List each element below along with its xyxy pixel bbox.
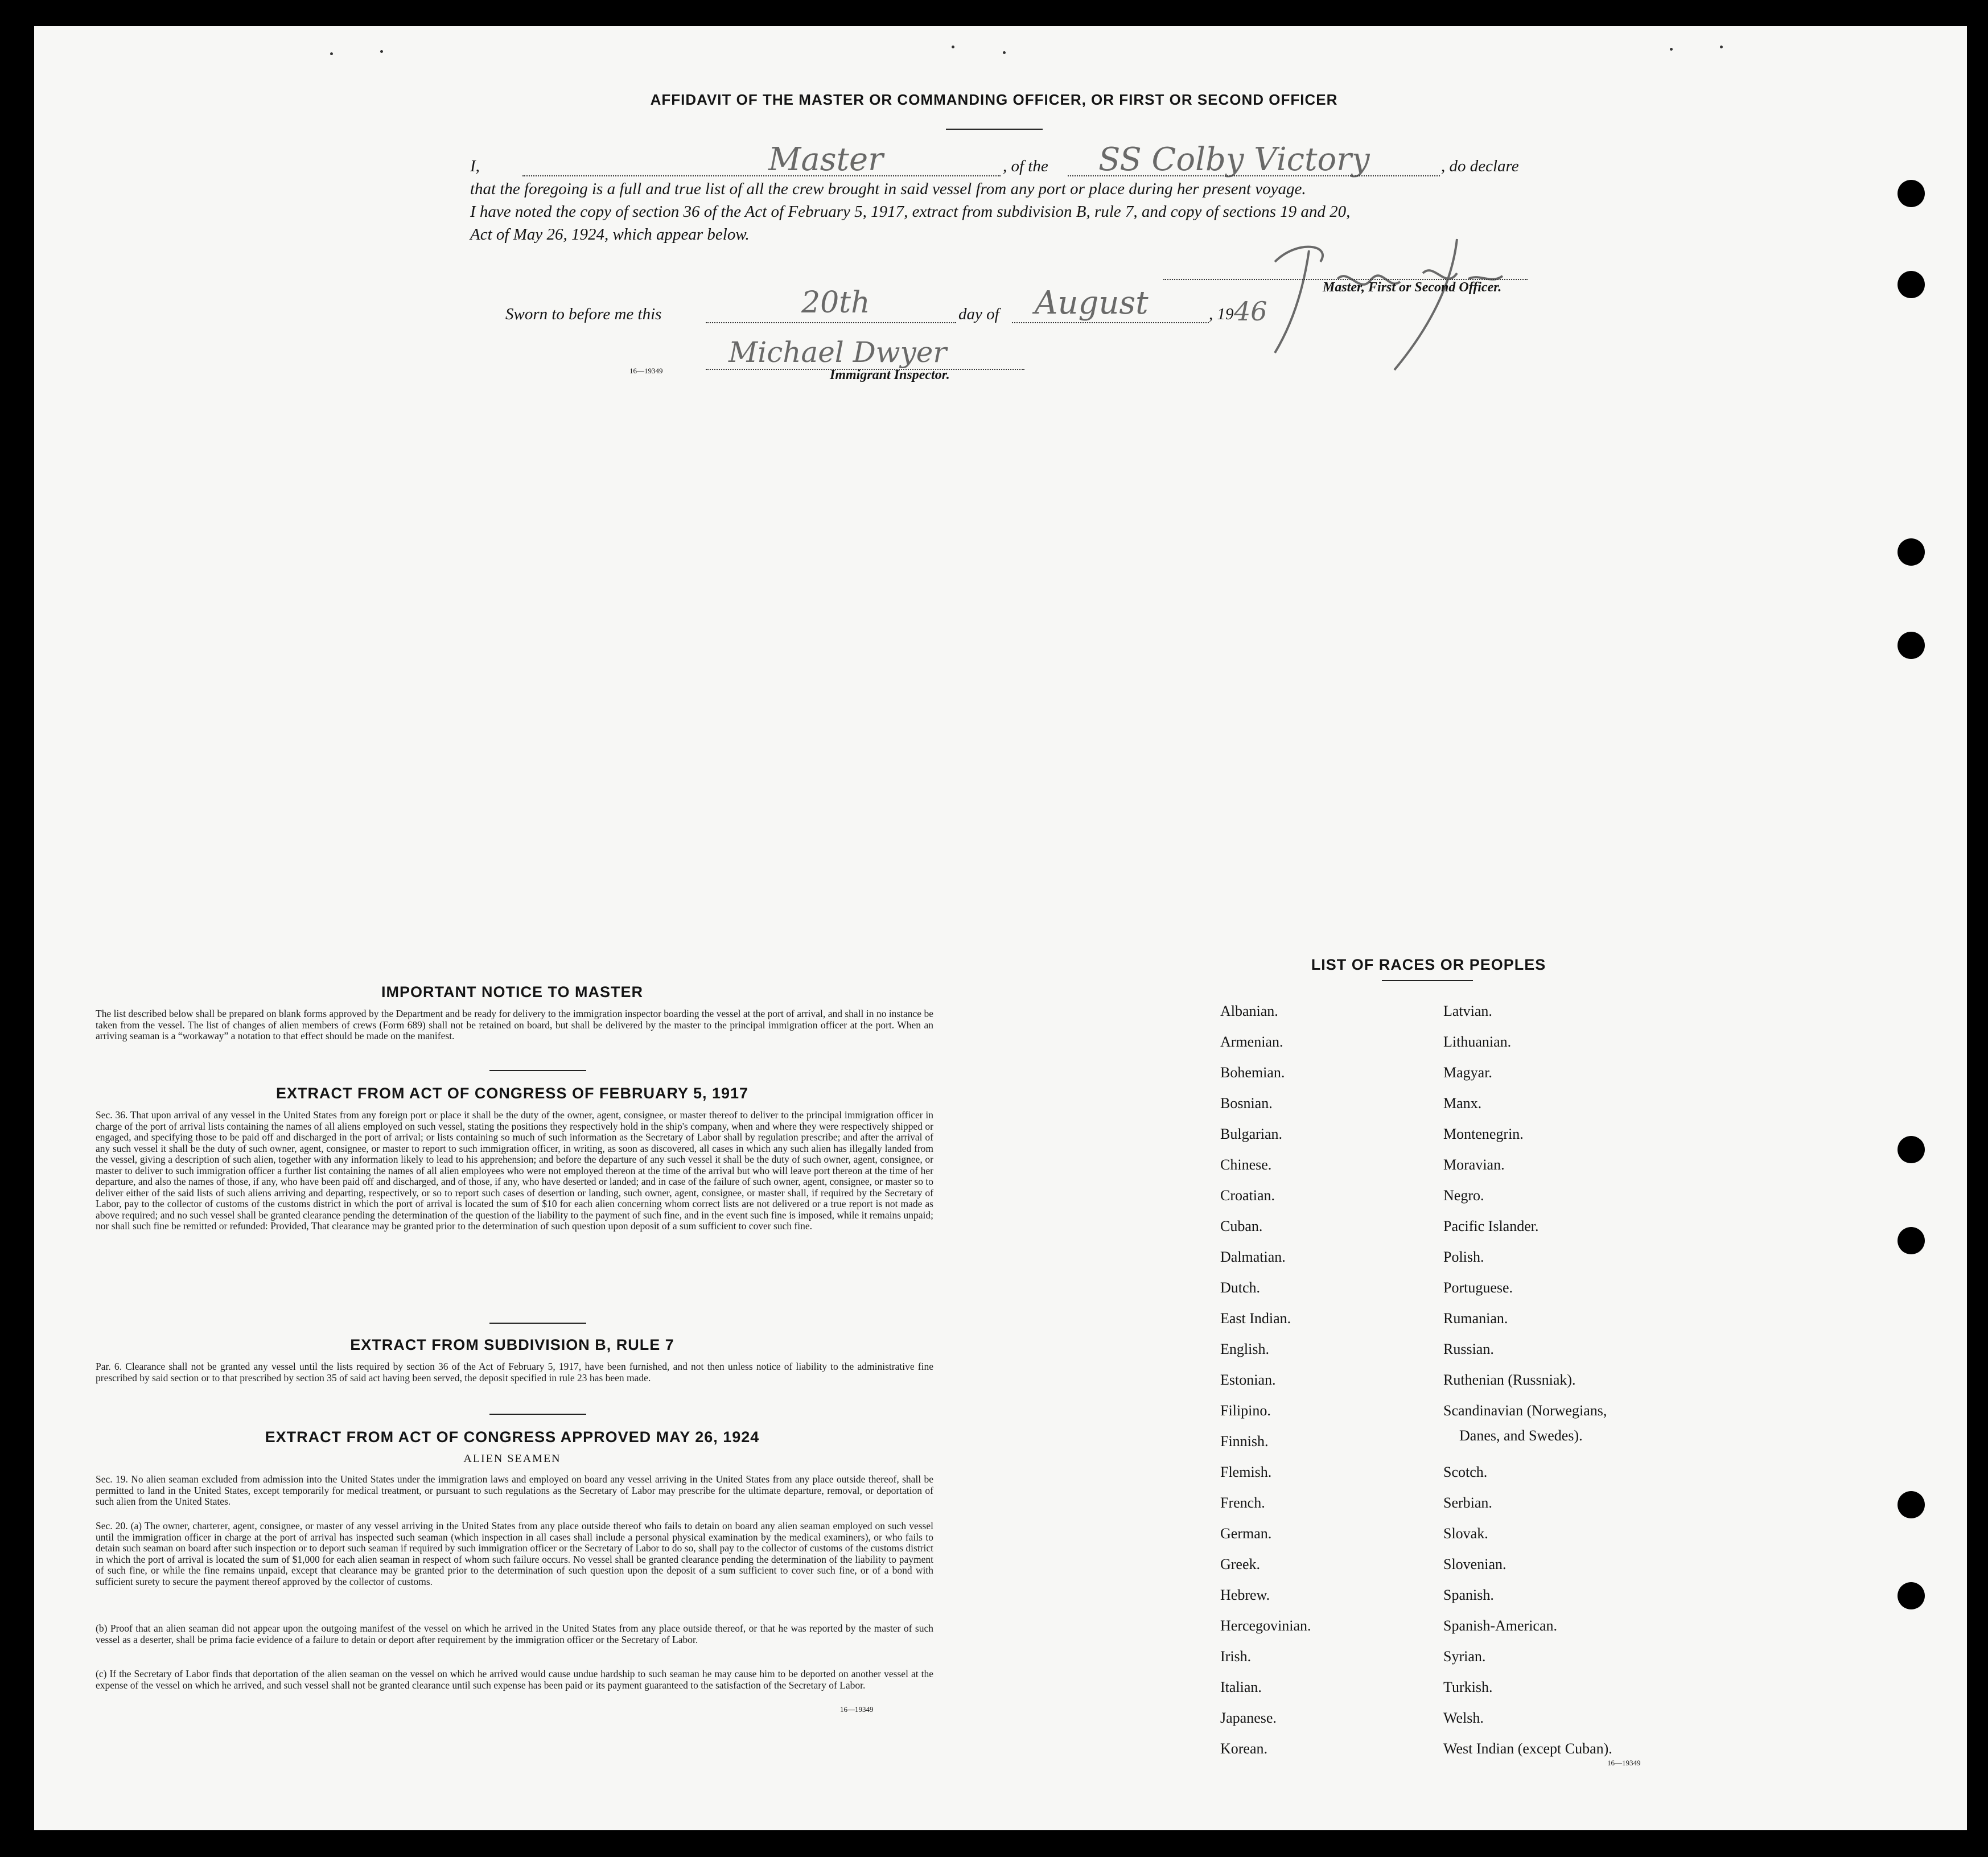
scan-speck [1003, 51, 1006, 54]
race-item: Japanese. [1220, 1710, 1277, 1726]
race-item: Korean. [1220, 1740, 1268, 1757]
race-item: Portuguese. [1443, 1279, 1513, 1296]
year-prefix-label: , 19 [1209, 305, 1234, 323]
rule7-divider [489, 1414, 586, 1415]
punch-hole [1898, 1136, 1925, 1163]
race-item: Russian. [1443, 1341, 1494, 1357]
race-item: Hercegovinian. [1220, 1617, 1311, 1634]
race-item: Finnish. [1220, 1433, 1269, 1450]
punch-hole [1898, 271, 1925, 298]
sworn-day-line[interactable] [706, 322, 956, 323]
race-item: Dalmatian. [1220, 1249, 1286, 1265]
punch-hole [1898, 1227, 1925, 1254]
inspector-signature-handwriting: Michael Dwyer [728, 336, 947, 369]
race-item: Rumanian. [1443, 1310, 1508, 1327]
race-item: Montenegrin. [1443, 1126, 1524, 1142]
scan-speck [952, 46, 954, 48]
race-item: Armenian. [1220, 1034, 1283, 1050]
affidavit-body-line-3: Act of May 26, 1924, which appear below. [470, 225, 750, 244]
scan-speck [380, 50, 383, 53]
vessel-name-handwriting: SS Colby Victory [1098, 141, 1370, 178]
race-item: Filipino. [1220, 1402, 1271, 1419]
affidavit-body-line-1: that the foregoing is a full and true list of all the crew brought in said vessel from any port or place during her present voyage. [470, 180, 1306, 198]
extract-1917-text: Sec. 36. That upon arrival of any vessel in the United States from any foreign port or place it shall be the duty of the owner, agent, consignee, or master thereof to deliver to the principal immigration officer in charge of the port of arrival lists containing the names of all aliens employed on such vessel, stating the positions they respectively hold in the ship's company, when and where they were respectively shipped or engaged, and specifying those to be paid off and discharged in the port of arrival; or lists containing so much of such information as the Secretary of Labor shall by regulation prescribe; and after the arrival of any such vessel it shall be the duty of such owner, agent, consignee, or master to report to such immigration officer, in writing, as soon as discovered, all cases in which any such alien has illegally landed from the vessel, giving a description of such alien, together with any information likely to lead to his apprehension; and before the departure of any such vessel it shall be the duty of such owner, agent, consignee, or master to deliver to such immigration officer a further list containing the names of all alien employees who were not employed thereon at the time of the arrival but who will leave port thereon at the time of her departure, and also the names of those, if any, who have been paid off and discharged, and of those, if any, who have deserted or landed; and in case of the failure of such owner, agent, consignee, or master so to deliver either of the said lists of such aliens arriving and departing, respectively, or so to report such cases of desertion or landing, such owner, agent, consignee, or master shall, if required by the Secretary of Labor, pay to the collector of customs of the customs district in which the port of arrival is located the sum of $10 for each alien concerning whom correct lists are not delivered or a true report is not made as above required; and no such vessel shall be granted clearance pending the determination of the question of the liability to the payment of such fine, and in the event such fine is imposed, while it remains unpaid; nor shall such fine be remitted or refunded: Provided, That clearance may be granted prior to the determination of such question upon deposit of a sum sufficient to cover such fine. [96, 1109, 933, 1232]
affidavit-title: AFFIDAVIT OF THE MASTER OR COMMANDING OFFICER, OR FIRST OR SECOND OFFICER [650, 91, 1338, 108]
race-item: Serbian. [1443, 1494, 1492, 1511]
extract-1924-subtitle: ALIEN SEAMEN [463, 1452, 561, 1465]
notice-title: IMPORTANT NOTICE TO MASTER [381, 983, 643, 1000]
i-label: I, [470, 157, 480, 175]
punch-hole [1898, 632, 1925, 659]
inspector-label: Immigrant Inspector. [830, 368, 950, 382]
race-right-continuation: Danes, and Swedes). [1459, 1427, 1583, 1444]
race-item: Manx. [1443, 1095, 1482, 1111]
punch-hole [1898, 1491, 1925, 1518]
race-item: Negro. [1443, 1187, 1484, 1204]
race-item: Scotch. [1443, 1464, 1488, 1480]
sec20a-text: Sec. 20. (a) The owner, charterer, agent, consignee, or master of any vessel arriving in the United States from any place outside thereof who fails to detain on board any alien seaman employed on such vessel until the immigration officer in charge at the port of arrival has inspected such seaman (which inspection in all cases shall include a personal physical examination by the medical examiners), or who fails to detain such seaman on board after such inspection or to deport such seaman if required by such immigration officer or the Secretary of Labor to do so, shall pay to the collector of customs of the customs district in which the port of arrival is located the sum of $1,000 for each alien seaman in respect of whom such failure occurs. No vessel shall be granted clearance pending the determination of the liability to payment of such fine, or while the fine remains unpaid, except that clearance may be granted prior to the determination of such question upon the deposit of a sum sufficient to cover such fine, or of a bond with sufficient surety to secure the payment thereof approved by the collector of customs. [96, 1520, 933, 1587]
race-item: Albanian. [1220, 1003, 1278, 1019]
race-item: Syrian. [1443, 1648, 1486, 1665]
sworn-day-handwriting: 20th [801, 286, 870, 320]
punch-hole [1898, 180, 1925, 207]
punch-hole [1898, 1582, 1925, 1609]
race-item: Irish. [1220, 1648, 1252, 1665]
race-item: Flemish. [1220, 1464, 1272, 1480]
extract-1917-title: EXTRACT FROM ACT OF CONGRESS OF FEBRUARY 5, 1917 [275, 1085, 749, 1102]
extract-1924-title: EXTRACT FROM ACT OF CONGRESS APPROVED MAY 26, 1924 [265, 1428, 760, 1446]
notice-divider [489, 1070, 586, 1071]
race-item: Italian. [1220, 1679, 1262, 1695]
sworn-year-handwriting: 46 [1234, 296, 1267, 327]
race-item: Hebrew. [1220, 1587, 1270, 1603]
race-item: French. [1220, 1494, 1265, 1511]
race-item: Latvian. [1443, 1003, 1492, 1019]
race-item: Chinese. [1220, 1156, 1272, 1173]
races-divider [1382, 980, 1473, 981]
race-item: Spanish. [1443, 1587, 1494, 1603]
race-item: Magyar. [1443, 1064, 1492, 1081]
race-item: Lithuanian. [1443, 1034, 1512, 1050]
race-item: Slovenian. [1443, 1556, 1507, 1572]
race-item: Polish. [1443, 1249, 1484, 1265]
officer-signature-handwriting [1252, 228, 1537, 376]
extract-form-number: 16—19349 [840, 1705, 874, 1714]
race-item: Greek. [1220, 1556, 1261, 1572]
officer-rank-handwriting: Master [768, 141, 883, 178]
sec20b-text: (b) Proof that an alien seaman did not appear upon the outgoing manifest of the vessel on which he arrived in the United States from any place outside thereof, or that he was reported by the master of such vessel as a deserter, shall be prima facie evidence of a failure to detain or deport after requirement by the immigration officer or the Secretary of Labor. [96, 1623, 933, 1645]
sworn-month-line[interactable] [1012, 322, 1209, 323]
race-item: Ruthenian (Russniak). [1443, 1372, 1576, 1388]
officer-rank-line[interactable] [522, 175, 1001, 176]
scan-speck [1670, 48, 1673, 51]
rule7-text: Par. 6. Clearance shall not be granted any vessel until the lists required by section 36 of the Act of February 5, 1917, have been furnished, and not then unless notice of liability to the administrative fine prescribed by said section or to that prescribed by section 35 of said act having been served, the deposit specified in rule 23 has been made. [96, 1361, 933, 1384]
races-title: LIST OF RACES OR PEOPLES [1311, 956, 1546, 973]
race-item: Bohemian. [1220, 1064, 1285, 1081]
race-item: Pacific Islander. [1443, 1218, 1539, 1234]
rule7-title: EXTRACT FROM SUBDIVISION B, RULE 7 [350, 1336, 674, 1353]
scan-speck [1720, 46, 1723, 48]
scan-speck [330, 52, 333, 55]
sworn-month-handwriting: August [1035, 285, 1149, 322]
punch-hole [1898, 538, 1925, 566]
race-item: West Indian (except Cuban). [1443, 1740, 1612, 1757]
race-item: Slovak. [1443, 1525, 1488, 1542]
day-of-label: day of [958, 305, 999, 323]
race-item: Moravian. [1443, 1156, 1505, 1173]
race-item: English. [1220, 1341, 1269, 1357]
race-item: Welsh. [1443, 1710, 1484, 1726]
race-item: Croatian. [1220, 1187, 1275, 1204]
race-item: Spanish-American. [1443, 1617, 1558, 1634]
affidavit-body-line-2: I have noted the copy of section 36 of the Act of February 5, 1917, extract from subdivision B, rule 7, and copy of sections 19 and 20, [470, 203, 1351, 221]
races-form-number: 16—19349 [1607, 1759, 1641, 1767]
race-item: Scandinavian (Norwegians, [1443, 1402, 1607, 1419]
race-item: Bosnian. [1220, 1095, 1273, 1111]
race-item: East Indian. [1220, 1310, 1291, 1327]
race-item: German. [1220, 1525, 1272, 1542]
officer-title-label: Master, First or Second Officer. [1323, 280, 1502, 295]
sec20c-text: (c) If the Secretary of Labor finds that deportation of the alien seaman on the vessel on which he arrived would cause undue hardship to such seaman he may cause him to be deported on another vessel at the expense of the vessel on which he arrived, and such vessel shall not be granted clearance until such expense has been paid or its payment guaranteed to the satisfaction of the Secretary of Labor. [96, 1668, 933, 1691]
race-item: Estonian. [1220, 1372, 1276, 1388]
title-divider [946, 129, 1043, 130]
extract-1917-divider [489, 1323, 586, 1324]
sworn-label: Sworn to before me this [505, 305, 662, 323]
form-number: 16—19349 [629, 367, 663, 375]
of-the-label: , of the [1003, 157, 1048, 175]
race-item: Dutch. [1220, 1279, 1261, 1296]
race-item: Bulgarian. [1220, 1126, 1283, 1142]
notice-text: The list described below shall be prepared on blank forms approved by the Department and be ready for delivery to the immigration inspector boarding the vessel at the port of arrival, and shall in no instance be taken from the vessel. The list of changes of alien members of crews (Form 689) shall not be retained on board, but shall be delivered by the master to the principal immigration officer at the port. When an arriving seaman is a “workaway” a notation to that effect should be made on the manifest. [96, 1008, 933, 1041]
do-declare-label: , do declare [1441, 157, 1519, 175]
sec19-text: Sec. 19. No alien seaman excluded from admission into the United States under the immigration laws and employed on board any vessel arriving in the United States from any place outside thereof, shall be permitted to land in the United States, except temporarily for medical treatment, or pursuant to such regulations as the Secretary of Labor may prescribe for the ultimate departure, removal, or deportation of such alien from the United States. [96, 1473, 933, 1507]
race-item: Turkish. [1443, 1679, 1493, 1695]
race-item: Cuban. [1220, 1218, 1263, 1234]
